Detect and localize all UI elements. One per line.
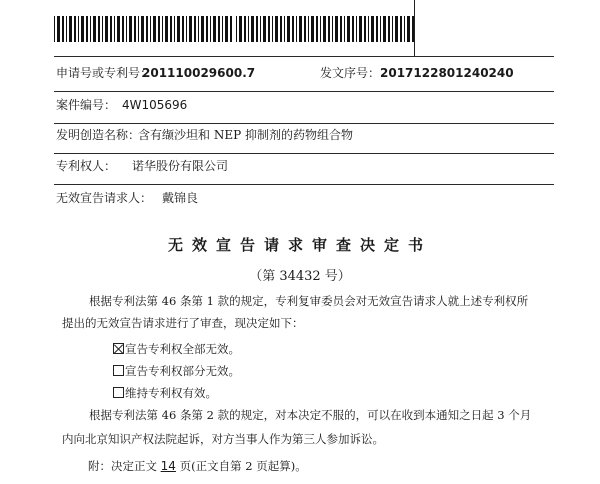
- attachment-note: [88, 458, 588, 474]
- checkbox-unchecked: [113, 387, 124, 398]
- barcode-bar: [263, 16, 266, 42]
- barcode-bar: [248, 16, 249, 42]
- barcode-bar: [93, 16, 96, 42]
- barcode-bar: [347, 16, 350, 42]
- barcode-bar: [198, 16, 199, 42]
- requester-label: 无效宣告请求人：: [56, 191, 153, 205]
- barcode-bar: [335, 16, 338, 42]
- barcode-bar: [122, 16, 124, 42]
- barcode-bar: [344, 16, 345, 42]
- barcode-left: [54, 16, 234, 42]
- barcode-bar: [105, 16, 108, 42]
- barcode-bar: [114, 16, 115, 42]
- case-number: 4W105696: [122, 98, 188, 112]
- paragraph-2-line-2: 内向北京知识产权法院起诉，对方当事人作为第三人参加诉讼。: [62, 432, 384, 446]
- barcode-bar: [284, 16, 285, 42]
- barcode-bar: [62, 16, 64, 42]
- barcode-bar: [74, 16, 76, 42]
- barcode-bar: [81, 16, 84, 42]
- barcode-bar: [404, 16, 405, 42]
- barcode-bar: [308, 16, 309, 42]
- barcode-bar: [138, 16, 139, 42]
- barcode-bar: [356, 16, 357, 42]
- checkbox-checked: [113, 343, 124, 354]
- barcode-bar: [174, 16, 175, 42]
- barcode-bar: [296, 16, 297, 42]
- barcode-bar: [150, 16, 151, 42]
- barcode-bar: [304, 16, 306, 42]
- barcode-bar: [328, 16, 330, 42]
- decision-number: （第 34432 号）: [249, 269, 351, 284]
- barcode-bar: [189, 16, 192, 42]
- barcode-bar: [126, 16, 127, 42]
- case-label: 案件编号：: [56, 98, 117, 112]
- barcode-bar: [388, 16, 390, 42]
- option-label: 宣告专利权部分无效。: [125, 364, 240, 378]
- barcode-bar: [368, 16, 369, 42]
- paragraph-1-line-1: 根据专利法第 46 条第 1 款的规定，专利复审委员会对无效宣告请求人就上述专利权所: [89, 294, 529, 308]
- barcode-bar: [380, 16, 381, 42]
- invention-label: 发明创造名称：: [56, 128, 141, 142]
- attachment-page-count: 14: [160, 459, 176, 473]
- barcode-bar: [146, 16, 148, 42]
- barcode-bar: [78, 16, 79, 42]
- barcode-bar: [177, 16, 180, 42]
- barcode-bar: [268, 16, 270, 42]
- option-label: 维持专利权有效。: [125, 386, 217, 400]
- barcode-bar: [299, 16, 302, 42]
- barcode-bar: [86, 16, 88, 42]
- barcode-bar: [359, 16, 362, 42]
- barcode-bar: [395, 16, 398, 42]
- barcode-bar: [272, 16, 273, 42]
- barcode-bar: [170, 16, 172, 42]
- barcode-bar: [222, 16, 223, 42]
- barcode-bar: [218, 16, 220, 42]
- barcode-bar: [182, 16, 184, 42]
- barcode-bar: [332, 16, 333, 42]
- barcode-bar: [141, 16, 144, 42]
- barcode-bar: [287, 16, 290, 42]
- header-divider: [414, 0, 415, 56]
- invention-title: 含有缬沙坦和 NEP 抑制剂的药物组合物: [138, 128, 353, 142]
- barcode-bar: [69, 16, 72, 42]
- barcode-bar: [392, 16, 393, 42]
- requester-name: 戴锦良: [162, 191, 199, 205]
- barcode-bar: [236, 16, 237, 42]
- barcode-bar: [57, 16, 60, 42]
- barcode-bar: [90, 16, 91, 42]
- serial-number: 2017122801240240: [380, 66, 514, 80]
- barcode-bar: [383, 16, 386, 42]
- barcode-bar: [371, 16, 374, 42]
- barcode-bar: [54, 16, 55, 42]
- application-label: 申请号或专利号：: [56, 66, 153, 80]
- barcode-bar: [213, 16, 216, 42]
- barcode-bar: [165, 16, 168, 42]
- barcode-bar: [102, 16, 103, 42]
- case-row: [54, 97, 554, 124]
- barcode-bar: [110, 16, 112, 42]
- barcode-bar: [153, 16, 156, 42]
- barcode-bar: [376, 16, 378, 42]
- barcode-bar: [364, 16, 366, 42]
- barcode-bar: [260, 16, 261, 42]
- barcode-right: [236, 16, 416, 42]
- document-title: 无效宣告请求审查决定书: [167, 236, 432, 254]
- barcode-bar: [201, 16, 204, 42]
- serial-label: 发文序号：: [320, 66, 381, 80]
- paragraph-1-line-2: 提出的无效宣告请求进行了审查，现决定如下：: [62, 316, 304, 330]
- barcode-bar: [66, 16, 67, 42]
- invention-row: [54, 127, 554, 154]
- option-invalidate-partial: [113, 363, 240, 379]
- barcode-bar: [186, 16, 187, 42]
- barcode-bar: [251, 16, 254, 42]
- application-number: 201110029600.7: [142, 66, 256, 80]
- barcode-bar: [98, 16, 100, 42]
- barcode-bar: [320, 16, 321, 42]
- barcode-bar: [292, 16, 294, 42]
- barcode-bar: [340, 16, 342, 42]
- barcode-bar: [129, 16, 132, 42]
- barcode-bar: [280, 16, 282, 42]
- barcode-bar: [311, 16, 314, 42]
- barcode-bar: [206, 16, 208, 42]
- patentee-name: 诺华股份有限公司: [132, 159, 229, 173]
- requester-row: [54, 190, 554, 216]
- barcode-bar: [316, 16, 318, 42]
- checkbox-unchecked: [113, 365, 124, 376]
- barcode-bar: [244, 16, 246, 42]
- barcode-bar: [117, 16, 120, 42]
- barcode-bar: [134, 16, 136, 42]
- barcode-bar: [256, 16, 258, 42]
- barcode-bar: [323, 16, 326, 42]
- header-top-rule: [54, 56, 554, 57]
- option-label: 宣告专利权全部无效。: [125, 342, 240, 356]
- barcode-bar: [275, 16, 278, 42]
- barcode-bar: [162, 16, 163, 42]
- paragraph-2-line-1: 根据专利法第 46 条第 2 款的规定，对本决定不服的，可以在收到本通知之日起 3 个月: [89, 408, 532, 422]
- barcode-bar: [194, 16, 196, 42]
- option-maintain-valid: [113, 385, 217, 401]
- barcode-bar: [400, 16, 402, 42]
- attachment-suffix: 页(正文自第 2 页起算)。: [175, 459, 307, 473]
- barcode-bar: [225, 16, 228, 42]
- barcode-bar: [407, 16, 410, 42]
- application-row: [54, 65, 554, 92]
- attachment-prefix: 附：决定正文: [88, 459, 161, 473]
- barcode-bar: [239, 16, 242, 42]
- option-invalidate-all: [113, 341, 240, 357]
- barcode-bar: [158, 16, 160, 42]
- patentee-row: [54, 158, 554, 185]
- barcode-bar: [352, 16, 354, 42]
- barcode-bar: [230, 16, 232, 42]
- barcode-bar: [210, 16, 211, 42]
- patentee-label: 专利权人：: [56, 159, 117, 173]
